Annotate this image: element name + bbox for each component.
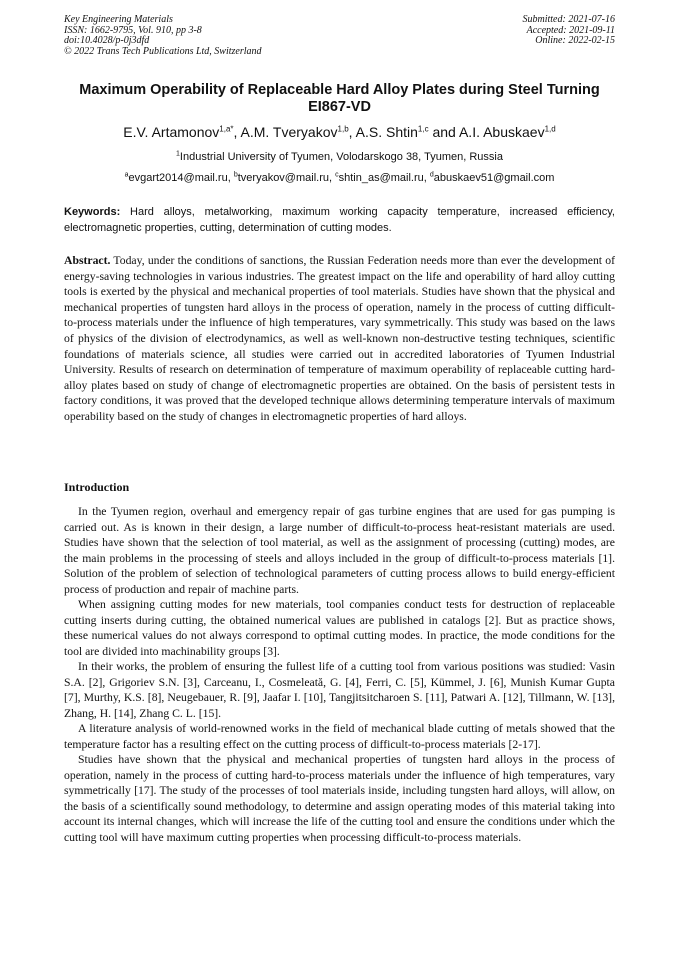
journal-info (64, 15, 262, 57)
email-address[interactable]: shtin_as@mail.ru (338, 172, 424, 184)
author-name: A.S. Shtin (355, 124, 418, 140)
issn-line: ISSN: 1662-9795, Vol. 910, pp 3-8 (64, 24, 202, 36)
keywords-label: Keywords: (64, 206, 121, 218)
author-separator: , (233, 124, 241, 140)
email-superscript: a (124, 171, 129, 179)
accepted-date: Accepted: 2021-09-11 (526, 24, 615, 36)
abstract-text: Today, under the conditions of sanctions, the Russian Federation needs more than ever the development of energy-saving technologies in various industries. The greatest impact on the life and operability of hard alloy cutting tools is exerted by the physical and mechanical properties of tool materials. Studies have shown that the physical and mechanical properties of tungsten hard alloys in the process of operation, namely in the process of cutting difficult-to-process materials under the influence of high temperatures, vary symmetrically. This study was based on the laws of physics of the division of electrodynamics, as well as well-known non-destructive testing techniques, scientific foundations of materials science, all studies were carried out in accredited laboratories of Tyumen Industrial University. Results of research on determination of temperature of maximum operability of replaceable cutting hard-alloy plates based on study of change of electromagnetic properties are obtained. On the basis of persistent tests in factory conditions, it was proved that the developed technique allows determining temperature intervals of maximum operability based on the study of changes in electromagnetic properties of hard alloys. (64, 254, 615, 423)
online-date: Online: 2022-02-15 (535, 35, 615, 47)
paragraph: Studies have shown that the physical and mechanical properties of tungsten hard alloys in the process of operation, namely in the process of cutting hard-to-process materials under the influence of high temperatures, vary symmetrically [17]. The study of the processes of tool materials inside, including tungsten hard alloys, will allow, on the basis of a scientifically sound methodology, to determine and assign operating modes of this material taking into account its internal changes, which will increase the life of the cutting tool and ensure the conditions under which the cutting tool will have maximum cutting properties when processing difficult-to-process materials. (64, 753, 615, 844)
keywords-text: Hard alloys, metalworking, maximum working capacity temperature, increased efficiency, electromagnetic properties, cutting, determination of cutting modes. (64, 206, 615, 234)
author-name: A.M. Tveryakov (240, 124, 338, 140)
journal-name: Key Engineering Materials (64, 14, 173, 25)
author-name: A.I. Abuskaev (458, 124, 545, 140)
affiliation-superscript: 1 (176, 150, 180, 158)
paragraph: In their works, the problem of ensuring the fullest life of a cutting tool from various positions was studied: Vasin S.A. [2], Grigoriev S.N. [3], Carceanu, I., Cosmeleată, G. [4], Ferri, C. [5], Kümmel, J. [6], Munish Kumar Gupta [7], Murthy, K.S. [8], Neugebauer, R. [9], Jaafar I. [10], Tangjitsitcharoen S. [11], Patwari A. [12], Tillmann, W. [13], Zhang, H. [14], Zhang C. L. [15]. (64, 660, 615, 720)
section-heading-introduction: Introduction (64, 480, 130, 494)
affiliation (64, 150, 615, 164)
copyright-line: © 2022 Trans Tech Publications Ltd, Switzerland (64, 45, 262, 57)
dates-info (523, 15, 616, 47)
paragraph: When assigning cutting modes for new materials, tool companies conduct tests for destruction of replaceable cutting inserts during cutting, the obtained numerical values are published in catalogs [2]. But as practice shows, these numerical values do not always correspond to optimal cutting modes. In practice, the mode conditions for the tool are divided into machinability groups [3]. (64, 598, 615, 658)
email-superscript: b (233, 171, 238, 179)
paragraph: In the Tyumen region, overhaul and emergency repair of gas turbine engines that are used for gas pumping is carried out. As is known in their design, a large number of difficult-to-process heat-resistant materials are used. Studies have shown that the selection of tool material, as well as the assignment of processing (cutting) modes, are the main problems in the processing of steels and alloys included in the group of difficult-to-process materials [1]. Solution of the problem of selection of technological parameters of cutting process allows to build energy-efficient process of production and repair of machine parts. (64, 505, 615, 596)
email-address[interactable]: abuskaev51@gmail.com (433, 172, 555, 184)
author-superscript: 1,c (417, 124, 429, 134)
paper-title: Maximum Operability of Replaceable Hard Alloy Plates during Steel Turning EI867-VD (79, 82, 600, 115)
email-address[interactable]: tveryakov@mail.ru (237, 172, 329, 184)
abstract-section (64, 253, 615, 425)
submitted-date: Submitted: 2021-07-16 (522, 14, 615, 25)
author-superscript: 1,b (337, 124, 349, 134)
abstract-label: Abstract. (64, 254, 111, 267)
email-separator: , (328, 172, 336, 184)
author-separator: , (348, 124, 356, 140)
keywords-section (64, 205, 615, 236)
email-list (64, 171, 615, 185)
introduction-body (64, 504, 615, 845)
email-separator: , (227, 172, 234, 184)
paragraph: A literature analysis of world-renowned works in the field of mechanical blade cutting of metals showed that the temperature factor has a resulting effect on the cutting process of difficult-to-process materials [2-17]. (64, 722, 615, 751)
author-superscript: 1,a* (219, 124, 234, 134)
email-separator: , (423, 172, 430, 184)
author-list (64, 123, 615, 141)
affiliation-text: Industrial University of Tyumen, Volodarskogo 38, Tyumen, Russia (179, 151, 503, 163)
email-address[interactable]: evgart2014@mail.ru (128, 172, 228, 184)
author-name: E.V. Artamonov (123, 124, 220, 140)
email-superscript: d (429, 171, 434, 179)
author-superscript: 1,d (544, 124, 556, 134)
doi-line[interactable]: doi:10.4028/p-0j3dfd (64, 35, 150, 47)
author-separator: and (428, 124, 459, 140)
email-superscript: c (335, 171, 339, 179)
